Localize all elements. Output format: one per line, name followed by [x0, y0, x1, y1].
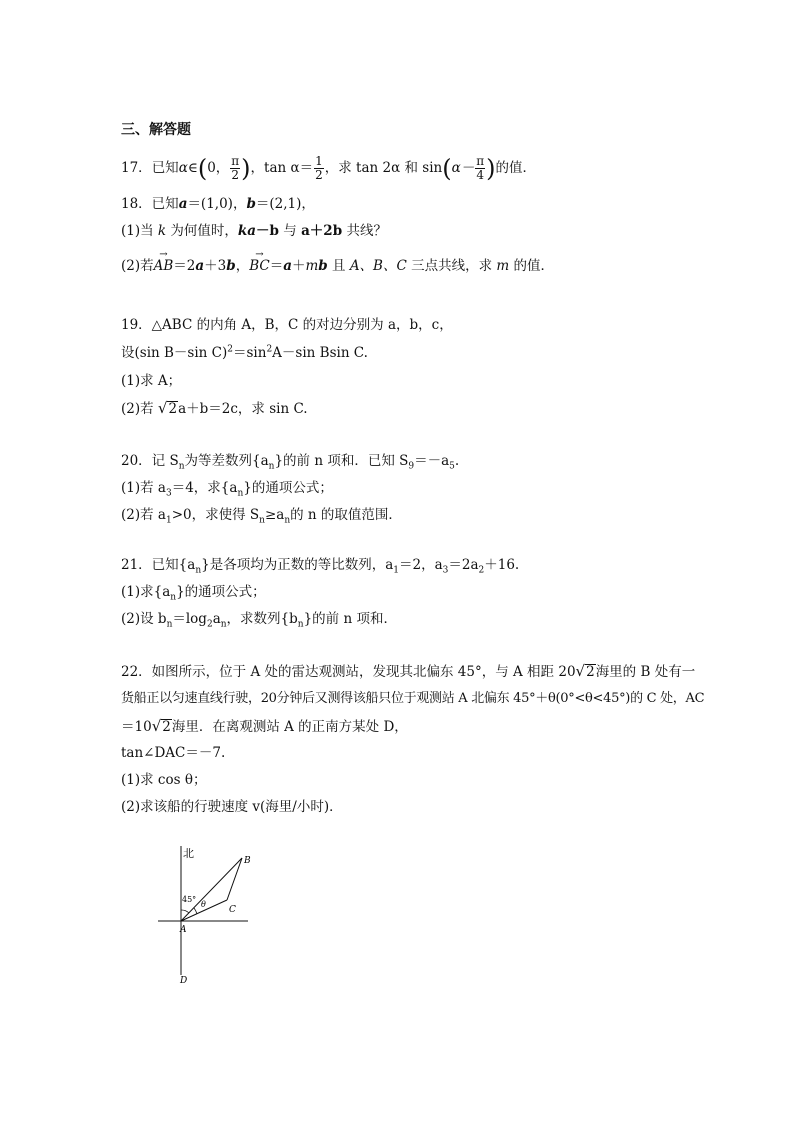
- q17-in: ∈: [187, 160, 198, 176]
- q17-frac-1-2: [314, 155, 324, 182]
- q18-p1-mid2: 与: [278, 223, 302, 239]
- sub: n: [170, 592, 177, 603]
- point-a-label: A: [180, 925, 187, 935]
- q21-p2-pre: (2)设 b: [121, 611, 167, 627]
- q20-p1-end: }的通项公式；: [243, 480, 333, 496]
- q20-p2-pre: (2)若 a: [121, 507, 166, 523]
- sub: n: [284, 515, 291, 526]
- sub: 3: [165, 488, 172, 499]
- question-22-part-1: (1)求 cos θ；: [121, 772, 207, 788]
- question-19: 19．△ABC 的内角 A，B，C 的对边分别为 a，b，c，: [121, 317, 453, 333]
- section-title: 三、解答题: [121, 122, 191, 138]
- q20-p2-mid: >0，求使得 S: [171, 507, 260, 523]
- q18-p1-mid: 为何值时，: [166, 223, 238, 239]
- frac-num: π: [476, 154, 485, 168]
- angle-45-label: 45°: [182, 895, 197, 904]
- point-d-label: D: [180, 976, 188, 986]
- point-c-label: C: [229, 905, 236, 915]
- q18-ka: ka: [237, 223, 257, 239]
- segment-bc: [227, 858, 242, 900]
- frac-den: 2: [231, 168, 240, 182]
- q18-m1: m: [305, 258, 319, 274]
- question-21-part-2: [121, 609, 397, 629]
- q18-eq1: ＝2: [173, 258, 196, 274]
- sqrt-radicand: 2: [168, 401, 178, 417]
- q22-pre: 22．如图所示，位于 A 处的雷达观测站，发现其北偏东 45°，与 A 相距 20: [121, 664, 576, 680]
- q18-p2-pre: (2)若: [121, 258, 154, 274]
- q20-pre: 20．记 S: [121, 453, 179, 469]
- q19-sup1: 2: [227, 344, 233, 355]
- q18-p1-pre: (1)当: [121, 223, 158, 239]
- q21-end: ＋16.: [484, 557, 520, 573]
- q20-mid3: ＝－a: [414, 453, 450, 469]
- q17-tail: 的值．: [495, 160, 537, 176]
- question-18-part-1: [121, 221, 387, 241]
- q18-points: A、B、C: [349, 258, 407, 274]
- question-22-line-2: 货船正以匀速直线行驶，20分钟后又测得该船只位于观测站 A 北偏东 45°＋θ(0°<θ<45°)的 C 处，AC: [121, 691, 705, 706]
- sub: 2: [206, 619, 213, 630]
- q21-p2-mid: ＝log: [172, 611, 207, 627]
- q18-head: 18．已知: [121, 196, 179, 212]
- q18-m2: m: [496, 258, 510, 274]
- q20-mid2: }的前 n 项和．已知 S: [274, 453, 409, 469]
- q17-number: 17．: [121, 160, 152, 176]
- sub: n: [297, 619, 304, 630]
- sqrt-sign: √: [151, 717, 162, 735]
- q19-p2-end: a＋b＝2c，求 sin C.: [178, 401, 308, 417]
- q17-zero: 0，: [207, 160, 230, 176]
- q22-l3-pre: ＝10: [121, 719, 152, 735]
- q19-l2-mid: ＝sin: [232, 345, 267, 361]
- question-17: 17．已知α∈(0， $\frac{\pi}{2}$ )，tan α＝ $\frac{1}{2}$ ，求 tan 2α 和 sin(α－ $\frac{\pi}{4}$ )的值．: [121, 154, 537, 183]
- q18-plus3: ＋3: [204, 258, 227, 274]
- sqrt-radicand: 2: [586, 664, 595, 680]
- q18-a-plus-2b: a＋2b: [301, 223, 343, 239]
- q22-l1-end: 海里的 B 处有一: [595, 664, 696, 680]
- question-22-part-2: (2)求该船的行驶速度 v(海里/小时)．: [121, 799, 343, 815]
- question-20: [121, 451, 459, 471]
- q17-rparen2: ): [486, 154, 496, 183]
- q22-l3-end: 海里．在离观测站 A 的正南方某处 D，: [171, 719, 408, 735]
- question-22-line-3: [121, 716, 408, 737]
- q18-minus-b: －b: [256, 223, 279, 239]
- q18-comma: ，: [235, 258, 250, 274]
- q17-lparen: (: [197, 154, 208, 183]
- q19-l2-pre: 设(sin B－sin C): [121, 345, 228, 361]
- bearing-diagram: [150, 840, 260, 990]
- angle-theta-arc: [194, 908, 197, 914]
- q21-mid2: ＝2，a: [399, 557, 443, 573]
- q18-b-val: ＝(2,1)，: [255, 196, 315, 212]
- q21-p2-end: }的前 n 项和．: [303, 611, 397, 627]
- q18-b: b: [246, 196, 256, 212]
- q21-p1-end: }的通项公式；: [176, 584, 266, 600]
- q18-vector-bc: → BC: [249, 256, 270, 276]
- q20-p1-pre: (1)若 a: [121, 480, 166, 496]
- sub: n: [237, 488, 244, 499]
- q20-p2-end: 的 n 的取值范围．: [290, 507, 402, 523]
- question-19-part-1: (1)求 A；: [121, 373, 182, 389]
- question-19-part-2: [121, 398, 308, 419]
- q21-p2-mid2: a: [212, 611, 221, 627]
- q18-k: k: [157, 223, 167, 239]
- q21-pre: 21．已知{a: [121, 557, 196, 573]
- q18-vector-ab: → AB: [154, 256, 174, 276]
- sqrt-sign: √: [157, 399, 168, 417]
- question-21-part-1: [121, 582, 266, 602]
- q18-a: a: [178, 196, 188, 212]
- theta-label: θ: [201, 900, 206, 909]
- q18-plus: ＋: [291, 258, 306, 274]
- q18-a-val: ＝(1,0)，: [187, 196, 247, 212]
- question-19-condition: [121, 343, 368, 363]
- q18-b2: b: [318, 258, 328, 274]
- frac-den: 2: [315, 168, 323, 182]
- q17-rparen: ): [241, 154, 251, 183]
- question-22-line-4: tan∠DAC＝－7.: [121, 745, 226, 761]
- sub: n: [259, 515, 265, 526]
- q19-p2-pre: (2)若: [121, 401, 158, 417]
- q17-frac-pi-2: [230, 155, 240, 182]
- frac-num: 1: [315, 154, 323, 168]
- q21-mid3: ＝2a: [448, 557, 479, 573]
- q20-end: .: [454, 453, 460, 469]
- point-b-label: B: [244, 856, 251, 866]
- sqrt-sign: √: [575, 662, 586, 680]
- q20-p1-mid: ＝4，求{a: [171, 480, 238, 496]
- q18-p2-mid: 且: [327, 258, 350, 274]
- angle-45-arc: [181, 910, 189, 913]
- q20-p2-mid2: ≥a: [264, 507, 285, 523]
- q18-eq2: ＝: [269, 258, 284, 274]
- north-label: 北: [183, 847, 194, 860]
- q20-mid: 为等差数列{a: [184, 453, 269, 469]
- question-18-part-2: [121, 256, 554, 276]
- sub: n: [166, 619, 173, 630]
- question-22: [121, 661, 695, 682]
- sub: 1: [393, 565, 399, 576]
- question-20-part-1: [121, 478, 333, 498]
- q18-p2-end: 三点共线，求: [406, 258, 497, 274]
- q17-text: 已知: [151, 160, 179, 176]
- q17-lparen2: (: [442, 154, 452, 183]
- q18-p2-tail: 的值．: [509, 258, 555, 274]
- q18-p1-end: 共线？: [342, 223, 387, 239]
- q18-b1: b: [226, 258, 236, 274]
- q17-alpha: α: [178, 160, 188, 176]
- question-20-part-2: [121, 505, 402, 525]
- sub: 3: [442, 565, 449, 576]
- question-18: [121, 194, 315, 214]
- sub: n: [195, 565, 202, 576]
- q18-a1: a: [195, 258, 205, 274]
- q19-l2-end: A－sin Bsin C.: [272, 345, 368, 361]
- q19-sup2: 2: [266, 344, 273, 355]
- sub: 1: [165, 515, 172, 526]
- sqrt-radicand: 2: [162, 719, 171, 735]
- q21-p1-pre: (1)求{a: [121, 584, 171, 600]
- question-21: [121, 555, 519, 575]
- sub: n: [178, 461, 185, 472]
- q21-mid: }是各项均为正数的等比数列，a: [201, 557, 394, 573]
- q21-p2-mid3: ，求数列{b: [226, 611, 298, 627]
- q17-tan: tan α＝: [264, 160, 314, 176]
- sub: 2: [478, 565, 485, 576]
- frac-num: π: [231, 154, 240, 168]
- sub: n: [220, 619, 227, 630]
- sub: n: [268, 461, 275, 472]
- sub: 5: [449, 461, 455, 472]
- frac-den: 4: [476, 168, 485, 182]
- q17-frac-pi-4: [475, 155, 485, 182]
- q17-alpha-minus: α－: [451, 160, 475, 176]
- q18-a2: a: [283, 258, 292, 274]
- q17-ask: ，求 tan 2α 和 sin: [324, 160, 443, 176]
- sub: 9: [408, 461, 415, 472]
